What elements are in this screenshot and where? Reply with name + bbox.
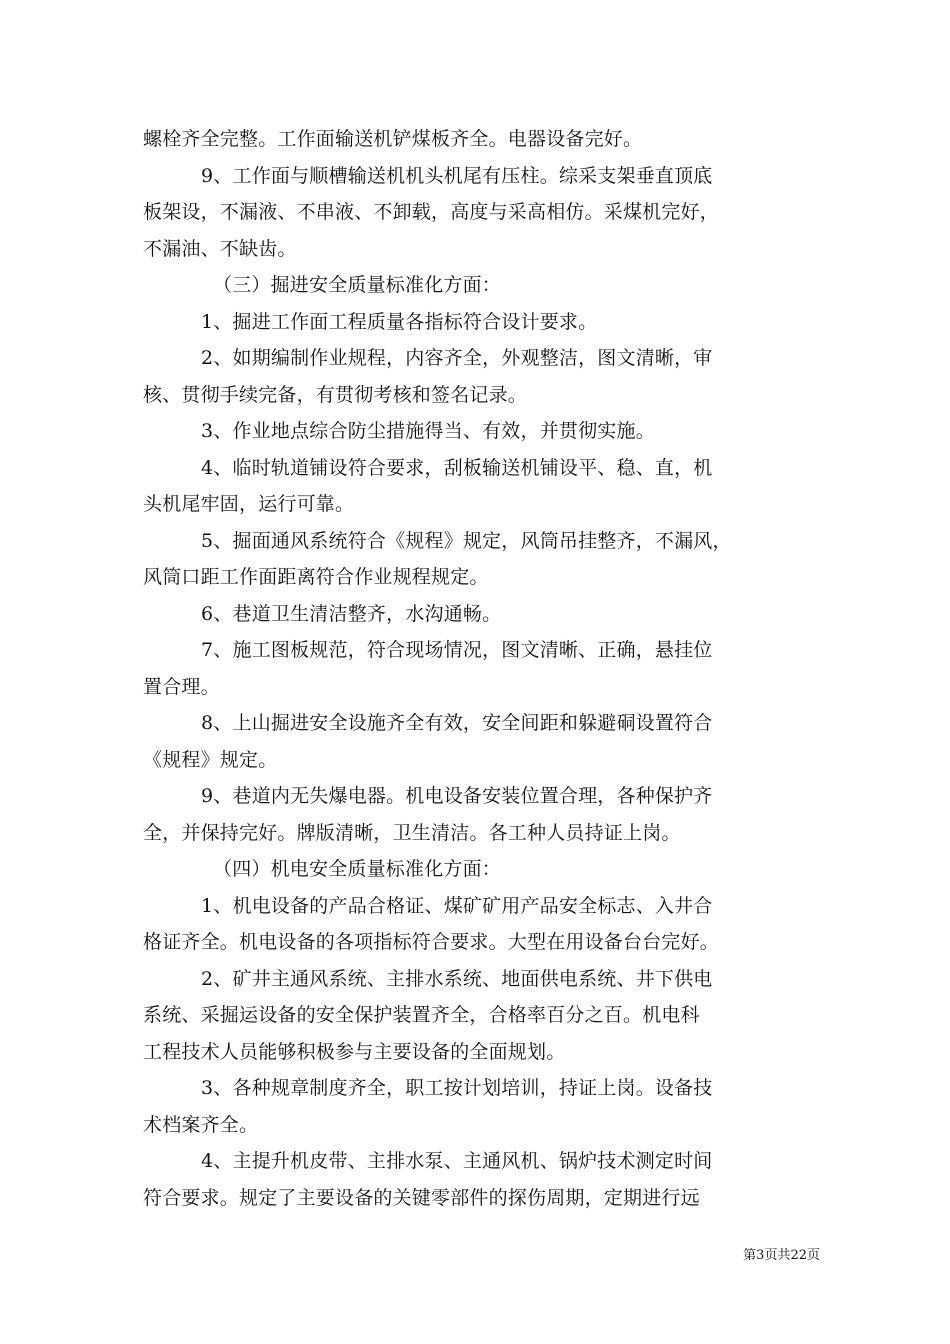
- paragraph-line: 置合理。: [143, 675, 220, 698]
- paragraph-line: 风筒口距工作面距离符合作业规程规定。: [143, 566, 489, 588]
- paragraph-line: 术档案齐全。: [143, 1113, 259, 1136]
- paragraph-line: 板架设，不漏液、不串液、不卸载，高度与采高相仿。采煤机完好，: [143, 201, 720, 223]
- paragraph-line: 格证齐全。机电设备的各项指标符合要求。大型在用设备台台完好。: [143, 931, 720, 953]
- paragraph-line: 7、施工图板规范，符合现场情况，图文清晰、正确，悬挂位: [201, 639, 713, 661]
- page-number-footer: 第3页共22页: [743, 1248, 820, 1263]
- paragraph-line: 2、如期编制作业规程，内容齐全，外观整洁，图文清晰，审: [201, 347, 713, 369]
- paragraph-line: 不漏油、不缺齿。: [143, 237, 297, 260]
- paragraph-line: 螺栓齐全完整。工作面输送机铲煤板齐全。电器设备完好。: [143, 128, 643, 150]
- paragraph-line: 6、巷道卫生清洁整齐，水沟通畅。: [201, 602, 502, 625]
- paragraph-line: 全，并保持完好。牌版清晰，卫生清洁。各工种人员持证上岗。: [143, 821, 681, 844]
- paragraph-line: 头机尾牢固，运行可靠。: [143, 493, 355, 515]
- paragraph-line: 9、巷道内无失爆电器。机电设备安装位置合理，各种保护齐: [201, 785, 713, 807]
- paragraph-line: 3、各种规章制度齐全，职工按计划培训，持证上岗。设备技: [201, 1077, 713, 1099]
- paragraph-line: 系统、采掘运设备的安全保护装置齐全，合格率百分之百。机电科: [143, 1004, 700, 1026]
- paragraph-line: 5、掘面通风系统符合《规程》规定，风筒吊挂整齐，不漏风，: [201, 529, 732, 552]
- paragraph-line: 4、主提升机皮带、主排水泵、主通风机、锅炉技术测定时间: [201, 1150, 713, 1172]
- paragraph-line: 符合要求。规定了主要设备的关键零部件的探伤周期，定期进行远: [143, 1186, 700, 1209]
- paragraph-line: 4、临时轨道铺设符合要求，刮板输送机铺设平、稳、直，机: [201, 456, 713, 479]
- document-body: [143, 121, 808, 1216]
- paragraph-line: 工程技术人员能够积极参与主要设备的全面规划。: [143, 1040, 566, 1063]
- paragraph-line: 核、贯彻手续完备，有贯彻考核和签名记录。: [143, 383, 528, 406]
- paragraph-line: 3、作业地点综合防尘措施得当、有效，并贯彻实施。: [201, 420, 655, 442]
- paragraph-line: 《规程》规定。: [143, 748, 278, 771]
- paragraph-line: 2、矿井主通风系统、主排水系统、地面供电系统、井下供电: [201, 967, 713, 990]
- paragraph-line: 1、机电设备的产品合格证、煤矿矿用产品安全标志、入井合: [201, 894, 713, 917]
- paragraph-line: 1、掘进工作面工程质量各指标符合设计要求。: [201, 310, 598, 333]
- section-heading-line: （三）掘进安全质量标准化方面：: [213, 274, 502, 296]
- paragraph-line: 8、上山掘进安全设施齐全有效，安全间距和躲避硐设置符合: [201, 712, 713, 734]
- paragraph-line: 9、工作面与顺槽输送机机头机尾有压柱。综采支架垂直顶底: [201, 164, 713, 187]
- section-heading-line: （四）机电安全质量标准化方面：: [213, 858, 502, 880]
